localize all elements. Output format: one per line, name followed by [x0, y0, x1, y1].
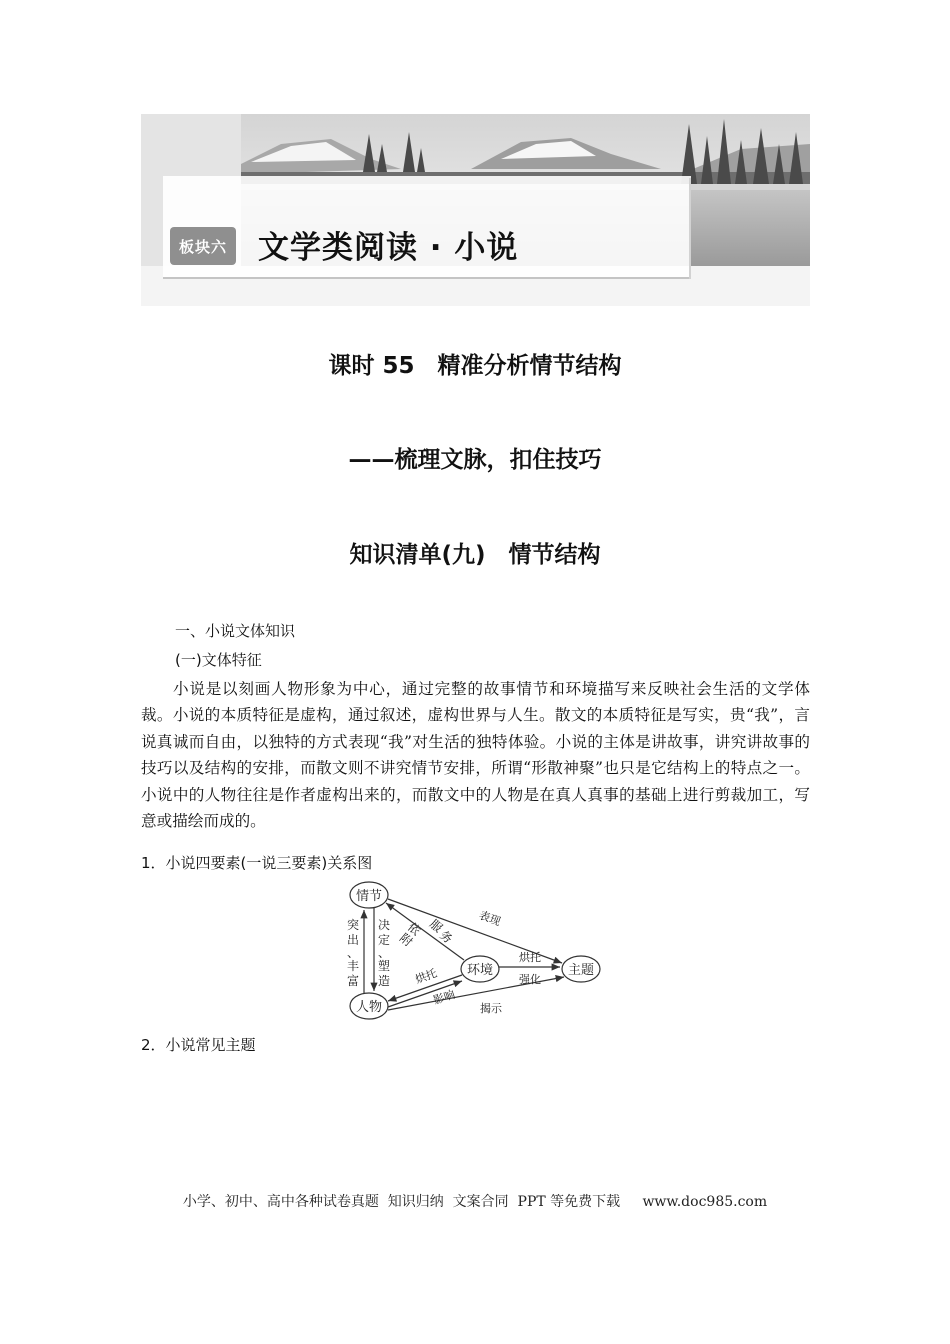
section-tag: 板块六: [170, 227, 236, 265]
label-char: 决: [377, 918, 391, 932]
label-char: 服: [426, 916, 446, 936]
four-elements-diagram: [336, 877, 608, 1025]
section-banner: [141, 114, 810, 306]
section-heading: 一、小说文体知识: [175, 622, 296, 640]
label-char: 定: [377, 933, 391, 947]
node-plot-label: 情节: [355, 889, 383, 904]
label-strengthen: 强化: [519, 973, 541, 986]
label-char: 丰: [346, 959, 360, 973]
label-express: 表现: [477, 908, 503, 929]
label-char: 造: [377, 974, 391, 988]
label-char: 塑: [377, 959, 391, 973]
knowledge-list-title: 知识清单(九) 情节结构: [349, 542, 601, 568]
label-char: 出: [346, 933, 360, 947]
node-character-label: 人物: [355, 1000, 383, 1015]
item-heading-themes: 2．小说常见主题: [141, 1036, 256, 1054]
label-char: 富: [346, 974, 360, 988]
label-char: 、: [346, 946, 360, 960]
label-reveal: 揭示: [480, 1002, 502, 1015]
page-footer: 小学、初中、高中各种试卷真题 知识归纳 文案合同 PPT 等免费下载 www.doc985.com: [182, 1194, 768, 1210]
label-char: 依: [404, 919, 424, 939]
label-set-off-char: 烘托: [413, 966, 439, 987]
body-paragraph: 小说是以刻画人物形象为中心，通过完整的故事情节和环境描写来反映社会生活的文学体裁。小说的本质特征是虚构，通过叙述，虚构世界与人生。散文的本质特征是写实，贵“我”，言说真诚而自由，以独特的方式表现“我”对生活的独特体验。小说的主体是讲故事，讲究讲故事的技巧以及结构的安排，而散文则不讲究情节安排，所谓“形散神聚”也只是它结构上的特点之一。小说中的人物往往是作者虚构出来的，而散文中的人物是在真人真事的基础上进行剪裁加工，写意或描绘而成的。: [141, 680, 810, 831]
lesson-subtitle: ——梳理文脉，扣住技巧: [348, 447, 602, 473]
label-char: 务: [436, 927, 456, 947]
lesson-title: 课时 55 精准分析情节结构: [328, 353, 622, 379]
node-environment-label: 环境: [466, 963, 494, 978]
landscape-image: [141, 114, 810, 306]
label-char: 突: [346, 918, 360, 932]
section-title: 文学类阅读 · 小说: [258, 230, 519, 266]
label-influence: 影响: [431, 987, 457, 1008]
label-set-off-env: 烘托: [519, 951, 541, 964]
label-char: 、: [377, 946, 391, 960]
item-heading-diagram: 1．小说四要素(一说三要素)关系图: [141, 854, 373, 872]
label-char: 附: [396, 930, 416, 950]
arrow-environment-to-plot: [386, 903, 464, 960]
node-theme-label: 主题: [567, 963, 595, 978]
subsection-heading: (一)文体特征: [175, 651, 262, 669]
